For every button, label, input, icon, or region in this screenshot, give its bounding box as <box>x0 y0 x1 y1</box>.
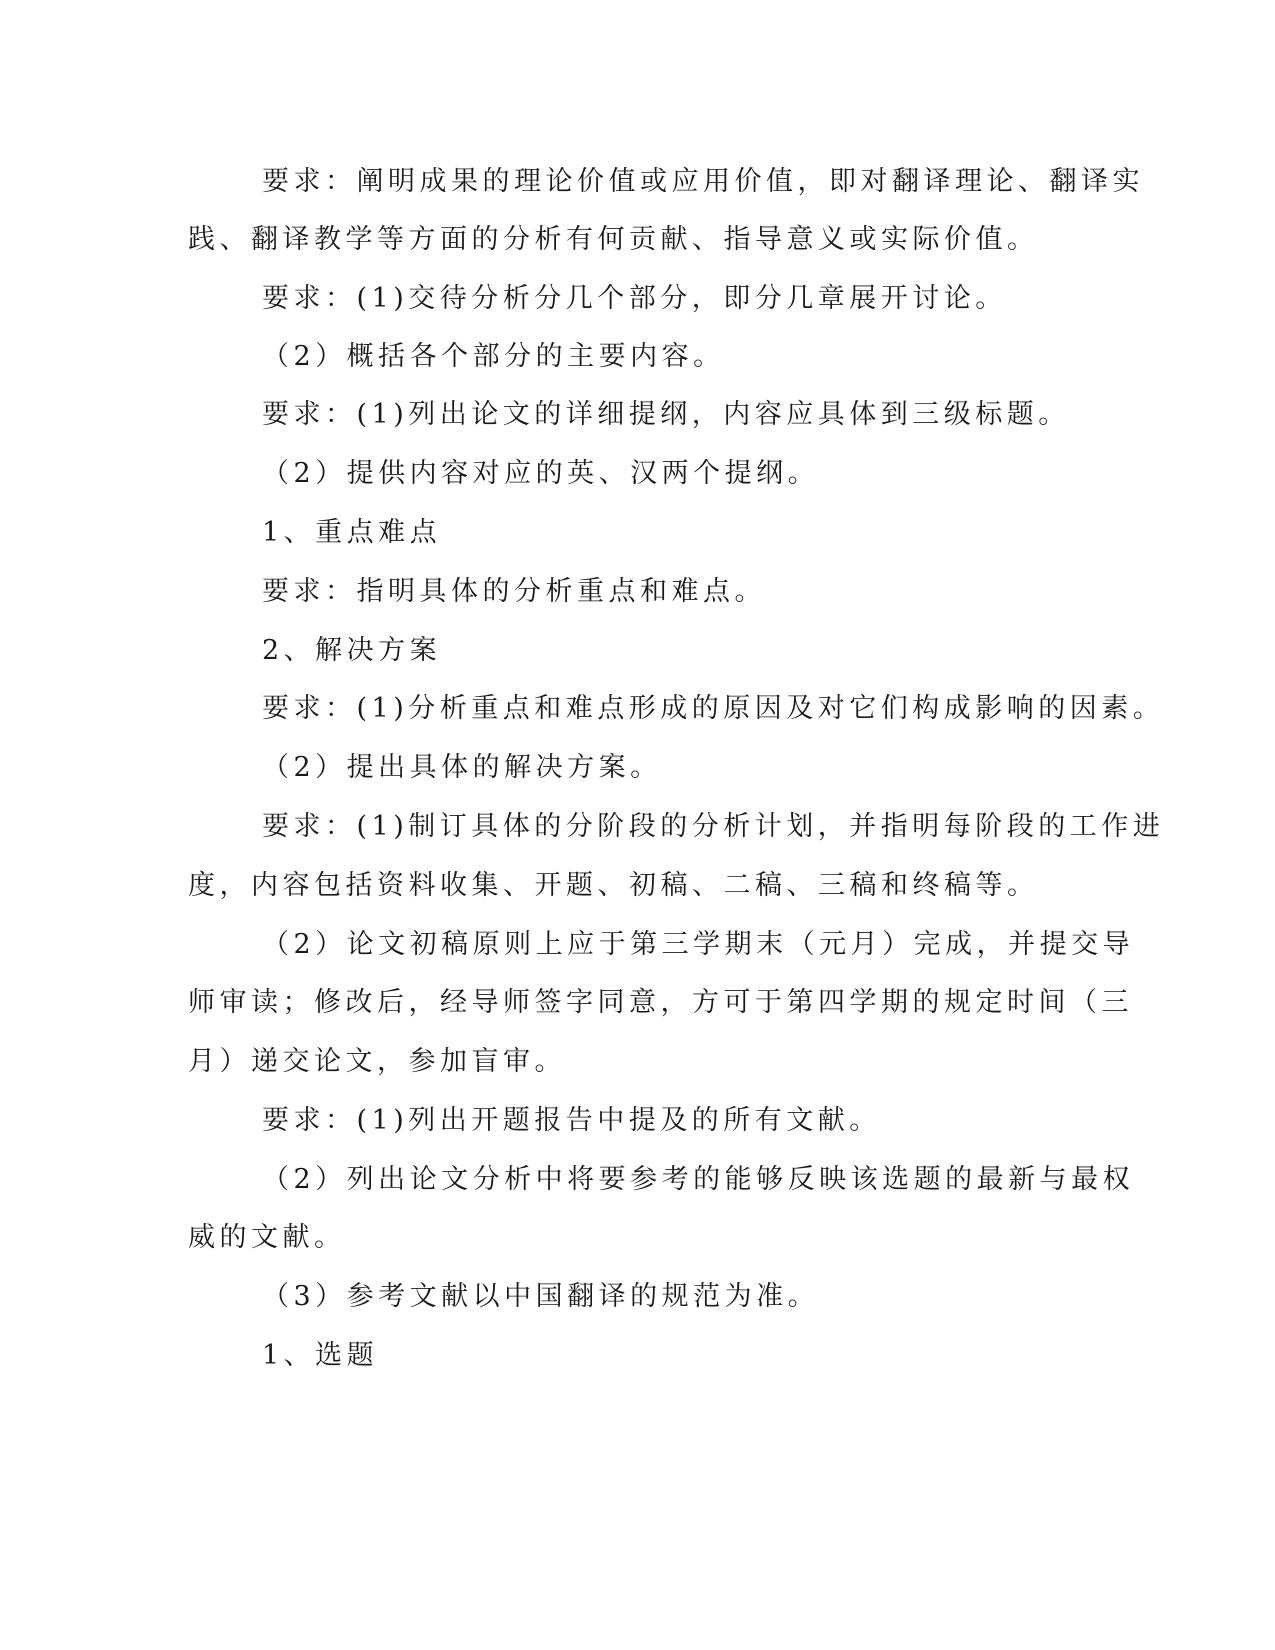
paragraph-line: （2）提供内容对应的英、汉两个提纲。 <box>262 458 820 489</box>
paragraph-line: 要求：(1)交待分析分几个部分，即分几章展开讨论。 <box>262 283 1007 314</box>
paragraph-line: 威的文献。 <box>188 1222 346 1253</box>
section-heading: 1、重点难点 <box>262 517 442 548</box>
paragraph-line: 要求：(1)分析重点和难点形成的原因及对它们构成影响的因素。 <box>262 693 1165 724</box>
paragraph-line: （2）列出论文分析中将要参考的能够反映该选题的最新与最权 <box>262 1164 1135 1195</box>
paragraph-line: （2）提出具体的解决方案。 <box>262 752 662 783</box>
paragraph-line: （2）概括各个部分的主要内容。 <box>262 341 725 372</box>
paragraph-line: 践、翻译教学等方面的分析有何贡献、指导意义或实际价值。 <box>188 224 1039 255</box>
paragraph-line: 要求：指明具体的分析重点和难点。 <box>262 576 766 607</box>
paragraph-line: 月）递交论文，参加盲审。 <box>188 1046 566 1077</box>
paragraph-line: 师审读；修改后，经导师签字同意，方可于第四学期的规定时间（三 <box>188 987 1133 1018</box>
paragraph-line: （3）参考文献以中国翻译的规范为准。 <box>262 1281 820 1312</box>
paragraph-line: 度，内容包括资料收集、开题、初稿、二稿、三稿和终稿等。 <box>188 870 1039 901</box>
section-heading: 2、解决方案 <box>262 635 442 666</box>
paragraph-line: （2）论文初稿原则上应于第三学期末（元月）完成，并提交导 <box>262 929 1135 960</box>
section-heading: 1、选题 <box>262 1340 379 1371</box>
paragraph-line: 要求：(1)列出开题报告中提及的所有文献。 <box>262 1105 881 1136</box>
paragraph-line: 要求：(1)制订具体的分阶段的分析计划，并指明每阶段的工作进 <box>262 811 1165 842</box>
paragraph-line: 要求：阐明成果的理论价值或应用价值，即对翻译理论、翻译实 <box>262 166 1144 197</box>
paragraph-line: 要求：(1)列出论文的详细提纲，内容应具体到三级标题。 <box>262 399 1070 430</box>
